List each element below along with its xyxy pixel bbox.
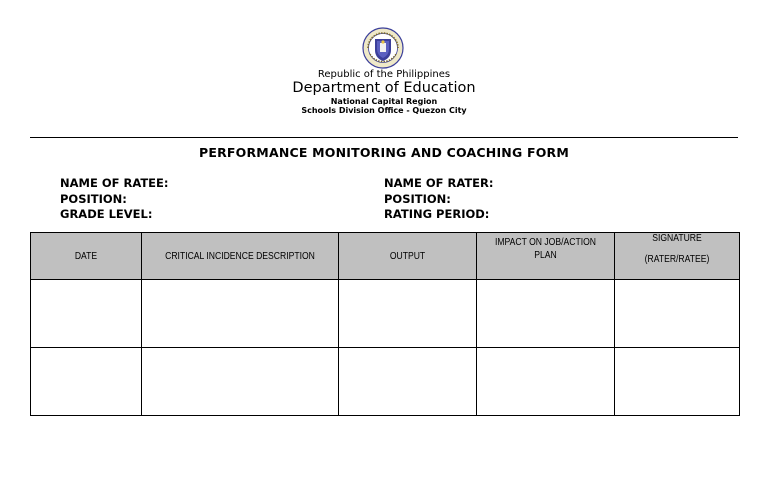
coaching-table <box>30 232 740 416</box>
table-row <box>31 348 740 416</box>
description-cell[interactable] <box>142 280 339 348</box>
date-column-header: DATE <box>31 233 142 280</box>
signature-column-header: SIGNATURE (RATER/RATEE) <box>615 233 740 280</box>
output-column-header: OUTPUT <box>339 233 477 280</box>
header-divider <box>30 137 738 138</box>
rating-period-label: RATING PERIOD: <box>384 207 490 221</box>
republic-label: Republic of the Philippines <box>317 69 451 80</box>
impact-cell[interactable] <box>477 348 615 416</box>
signature-cell[interactable] <box>615 280 740 348</box>
division-label: Schools Division Office - Quezon City <box>301 106 467 115</box>
date-cell[interactable] <box>31 280 142 348</box>
rater-position-label: POSITION: <box>384 192 451 206</box>
table-header-row <box>31 233 740 280</box>
date-cell[interactable] <box>31 348 142 416</box>
output-cell[interactable] <box>339 348 477 416</box>
description-column-header: CRITICAL INCIDENCE DESCRIPTION <box>142 233 339 280</box>
impact-cell[interactable] <box>477 280 615 348</box>
rater-name-label: NAME OF RATER: <box>384 176 494 190</box>
signature-cell[interactable] <box>615 348 740 416</box>
ratee-position-label: POSITION: <box>60 192 127 206</box>
department-title: Department of Education <box>292 80 476 96</box>
table-row <box>31 280 740 348</box>
region-label: National Capital Region <box>330 97 438 106</box>
ratee-name-label: NAME OF RATEE: <box>60 176 169 190</box>
description-cell[interactable] <box>142 348 339 416</box>
deped-seal-logo <box>359 27 407 69</box>
output-cell[interactable] <box>339 280 477 348</box>
grade-level-label: GRADE LEVEL: <box>60 207 153 221</box>
form-title: PERFORMANCE MONITORING AND COACHING FORM <box>198 145 570 160</box>
impact-column-header: IMPACT ON JOB/ACTION PLAN <box>477 233 615 280</box>
